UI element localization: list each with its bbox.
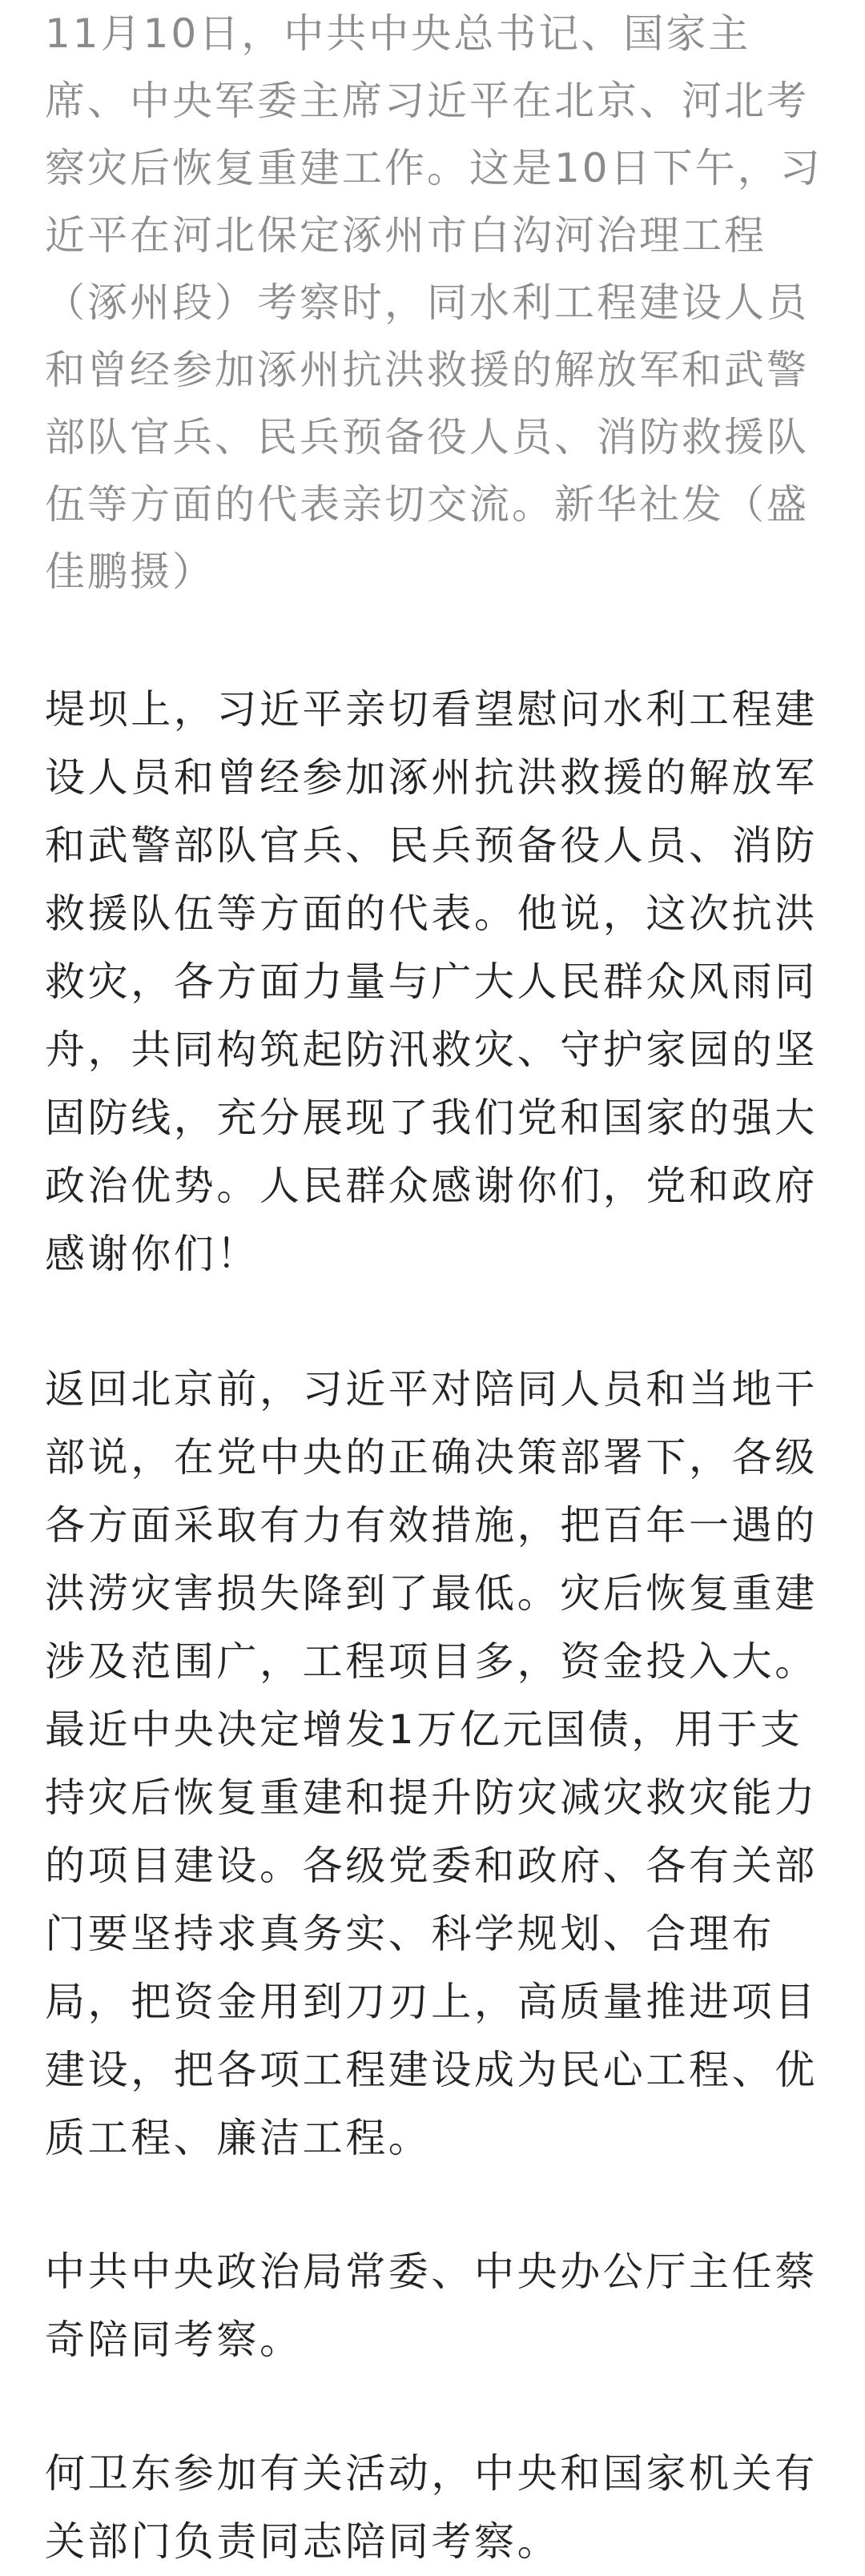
paragraph-3: 中共中央政治局常委、中央办公厅主任蔡奇陪同考察。 <box>45 2248 818 2363</box>
paragraph-2: 返回北京前，习近平对陪同人员和当地干部说，在党中央的正确决策部署下，各级各方面采取有力有效措施，把百年一遇的洪涝灾害损失降到了最低。灾后恢复重建涉及范围广，工程项目多，资金投入大。最近中央决定增发1万亿元国债，用于支持灾后恢复重建和提升防灾减灾救灾能力的项目建设。各级党委和政府、各有关部门要坚持求真务实、科学规划、合理布局，把资金用到刀刃上，高质量推进项目建设，把各项工程建设成为民心工程、优质工程、廉洁工程。 <box>45 1366 818 2161</box>
photo-caption: 11月10日，中共中央总书记、国家主席、中央军委主席习近平在北京、河北考察灾后恢复重建工作。这是10日下午，习近平在河北保定涿州市白沟河治理工程（涿州段）考察时，同水利工程建设人员和曾经参加涿州抗洪救援的解放军和武警部队官兵、民兵预备役人员、消防救援队伍等方面的代表亲切交流。新华社发（盛佳鹏摄） <box>45 10 823 595</box>
paragraph-1: 堤坝上，习近平亲切看望慰问水利工程建设人员和曾经参加涿州抗洪救援的解放军和武警部队官兵、民兵预备役人员、消防救援队伍等方面的代表。他说，这次抗洪救灾，各方面力量与广大人民群众风雨同舟，共同构筑起防汛救灾、守护家园的坚固防线，充分展现了我们党和国家的强大政治优势。人民群众感谢你们，党和政府感谢你们！ <box>45 686 818 1277</box>
paragraph-4: 何卫东参加有关活动，中央和国家机关有关部门负责同志陪同考察。 <box>45 2450 818 2565</box>
